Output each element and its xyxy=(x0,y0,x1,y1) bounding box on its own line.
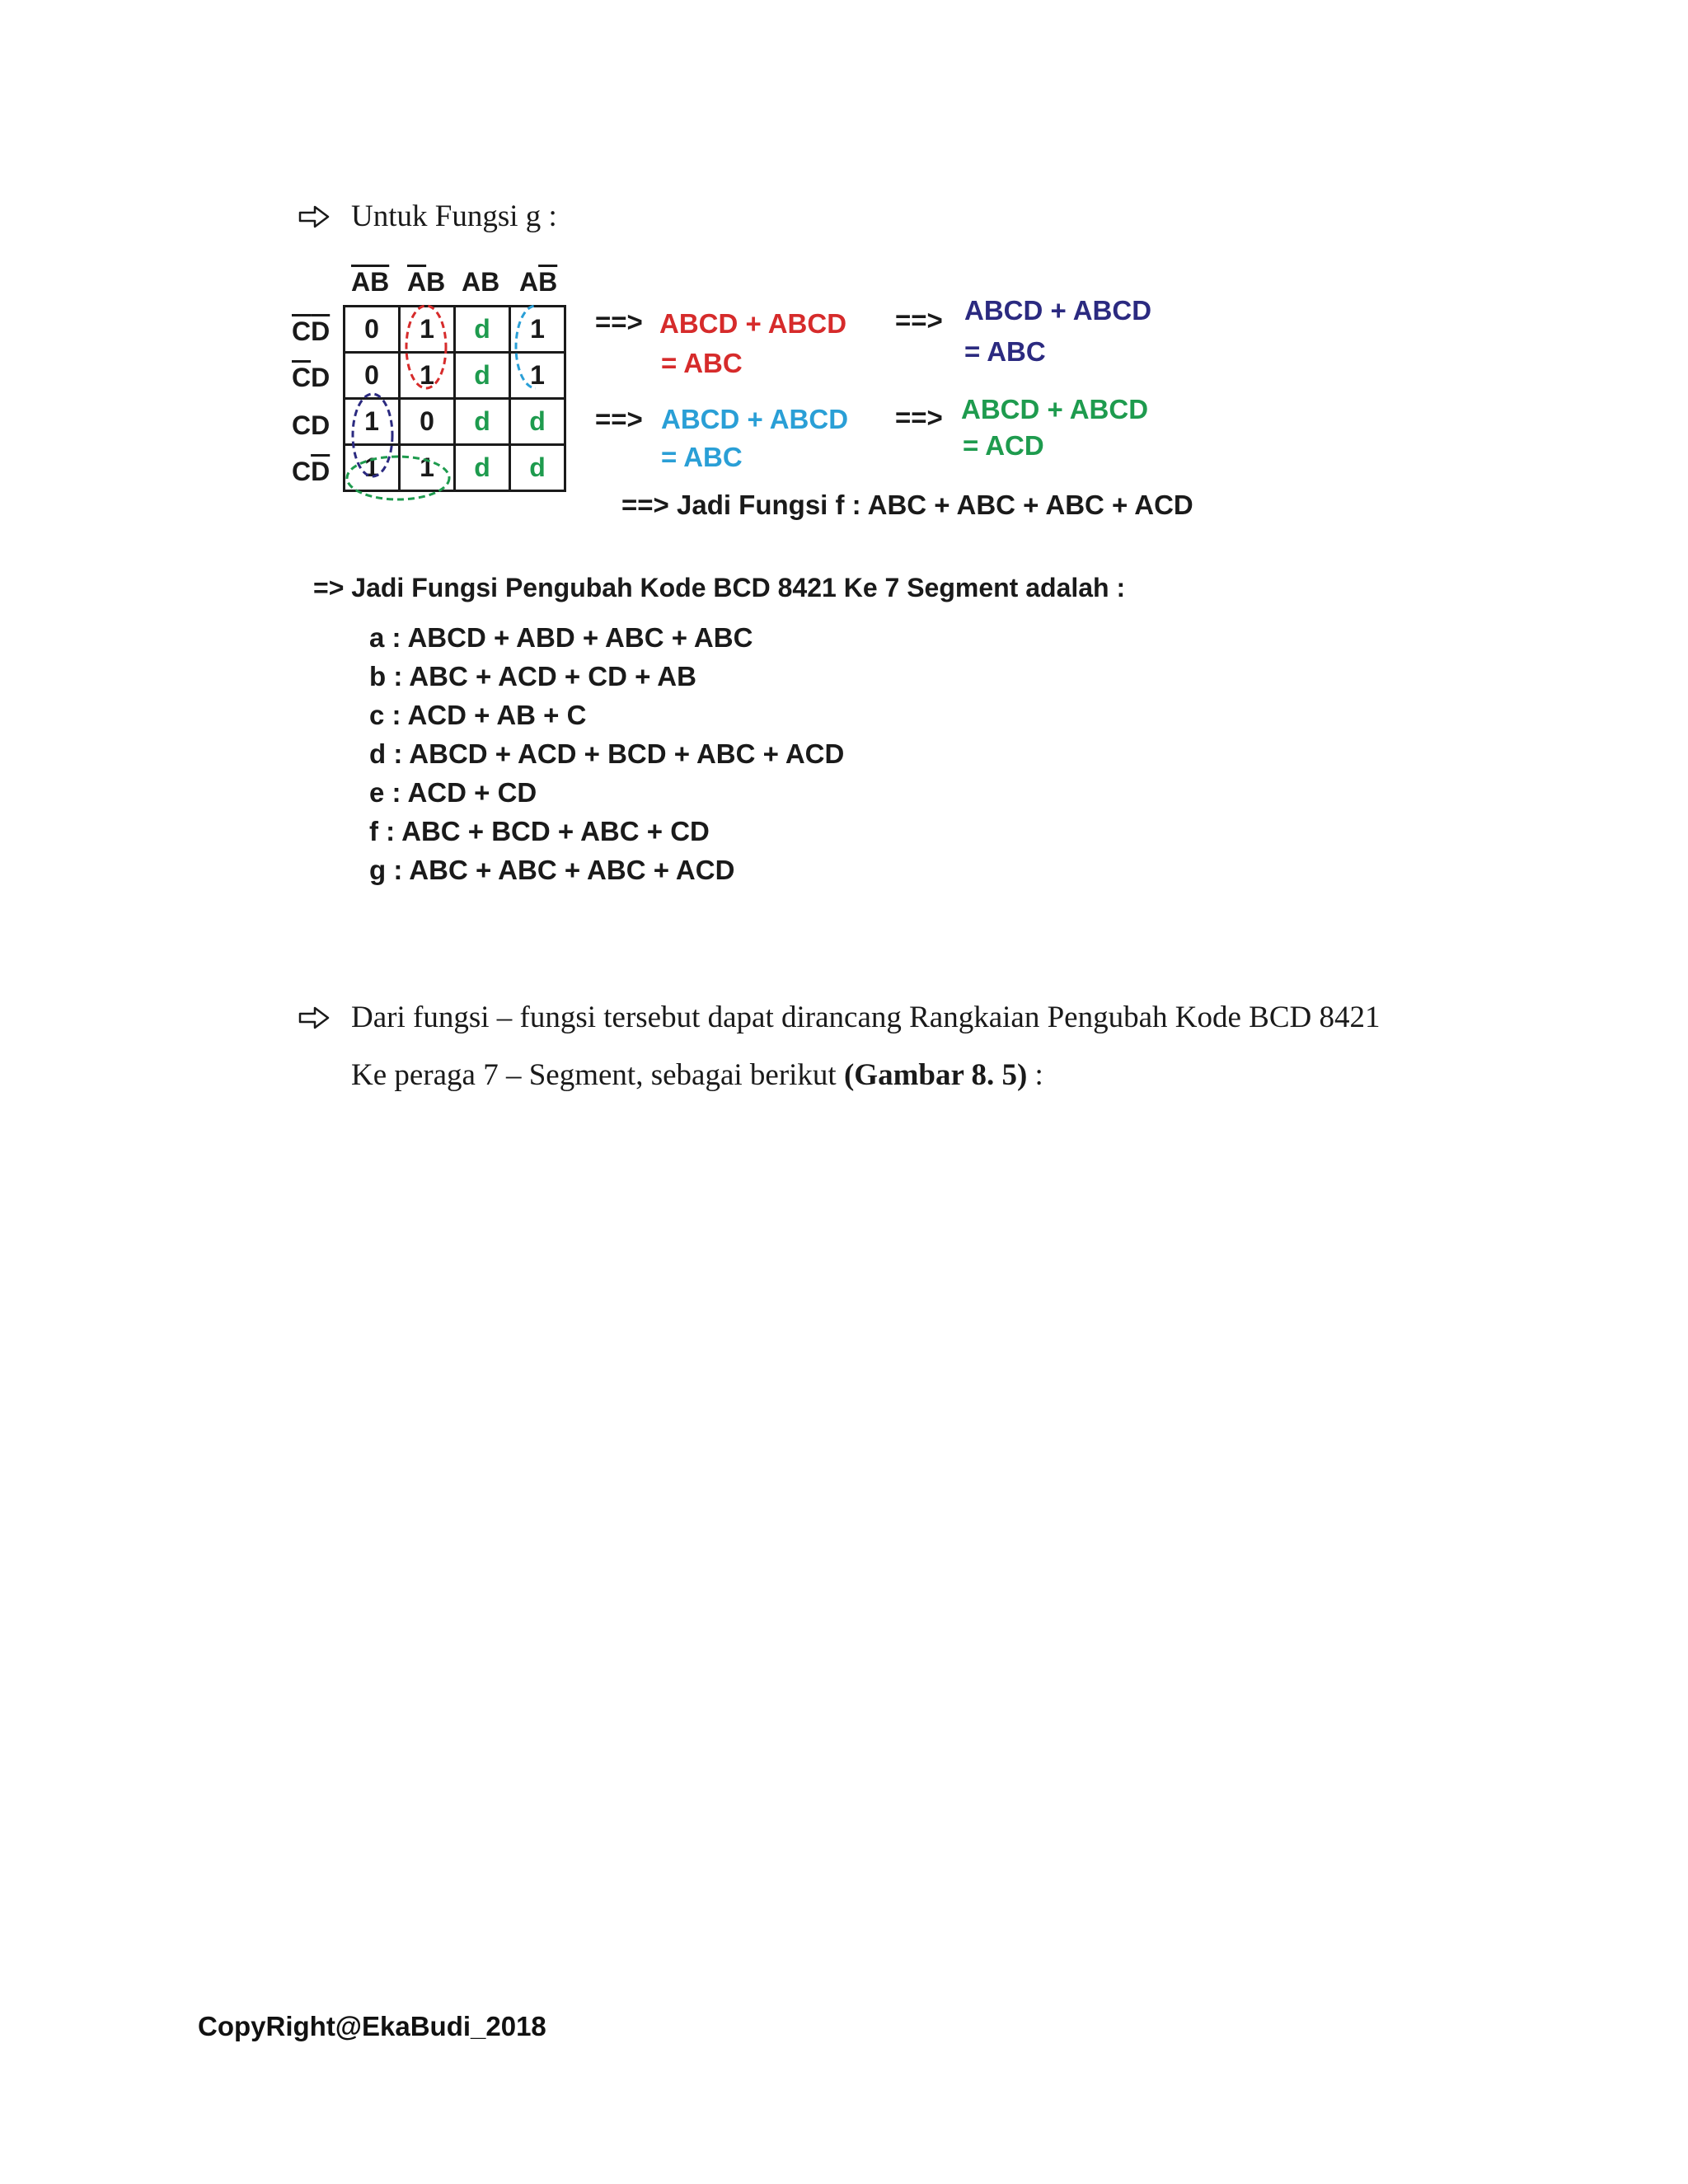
eq1-line2: = ABC xyxy=(661,348,743,378)
kmap-cell: 1 xyxy=(400,353,455,399)
row-header-4: $C\overline{D}$ xyxy=(292,457,331,486)
hollow-arrow-icon xyxy=(298,1005,331,1030)
copyright-footer: CopyRight@EkaBudi_2018 xyxy=(198,2011,546,2041)
paragraph-line-1: Dari fungsi – fungsi tersebut dapat dirancang Rangkaian Pengubah Kode BCD 8421 xyxy=(351,1001,1381,1034)
summary-title: => Jadi Fungsi Pengubah Kode BCD 8421 Ke 7 Segment adalah : xyxy=(313,573,1126,602)
arrow-4: ==> xyxy=(895,402,943,433)
eq4-line1: ABCD + ABCD xyxy=(961,394,1149,424)
kmap-cell: d xyxy=(455,445,510,491)
paragraph-line-2: Ke peraga 7 – Segment, sebagai berikut (Gambar 8. 5) : xyxy=(351,1058,1043,1092)
kmap-cell: 1 xyxy=(510,353,565,399)
function-g: g : ABC + ABC + ABC + ACD xyxy=(369,855,735,885)
function-e: e : ACD + CD xyxy=(369,777,537,808)
arrow-3: ==> xyxy=(595,404,643,434)
eq3-line2: = ABC xyxy=(661,442,743,472)
navy-group-loop xyxy=(353,394,392,476)
row-header-3: CD xyxy=(292,410,331,440)
kmap-cell: d xyxy=(455,399,510,445)
bullet-untuk-fungsi-g xyxy=(298,188,557,246)
result-line xyxy=(621,490,1193,521)
kmap-cell: 0 xyxy=(345,353,400,399)
kmap-cell: 1 xyxy=(345,445,400,491)
kmap-cell: 1 xyxy=(400,445,455,491)
kmap-cell: d xyxy=(455,353,510,399)
kmap-cell: d xyxy=(510,399,565,445)
row-header-2: $\overline{C}D$ xyxy=(292,363,331,392)
kmap-cell: d xyxy=(510,445,565,491)
bullet-dari-fungsi xyxy=(298,989,1380,1104)
eq1-line1: ABCD + ABCD xyxy=(659,308,847,339)
summary-block xyxy=(313,573,1125,889)
function-d: d : ABCD + ACD + BCD + ABC + ACD xyxy=(369,738,845,769)
section-heading: Untuk Fungsi g : xyxy=(351,199,557,233)
function-f: f : ABC + BCD + ABC + CD xyxy=(369,816,710,846)
arrow-2: ==> xyxy=(895,305,943,335)
eq2-line1: ABCD + ABCD xyxy=(964,295,1152,326)
col-header-4: $A\overline{B}$ xyxy=(519,267,558,297)
green-group-loop xyxy=(347,457,449,499)
result-prefix: ==> Jadi Fungsi f : xyxy=(621,490,861,520)
col-header-1: $\overline{AB}$ xyxy=(351,267,390,297)
col-header-2: $\overline{A}B$ xyxy=(407,267,446,297)
eq3-line1: ABCD + ABCD xyxy=(661,404,849,434)
kmap-cell: d xyxy=(455,307,510,353)
result-expression: ABC + ABC + ABC + ACD xyxy=(867,490,1193,520)
arrow-1: ==> xyxy=(595,307,643,337)
function-c: c : ACD + AB + C xyxy=(369,700,587,730)
function-b: b : ABC + ACD + CD + AB xyxy=(369,661,696,691)
paragraph xyxy=(351,989,1380,1104)
kmap-cell: 1 xyxy=(345,399,400,445)
kmap-figure xyxy=(288,262,1220,534)
figure-reference: (Gambar 8. 5) xyxy=(843,1058,1028,1092)
kmap-cell: 1 xyxy=(510,307,565,353)
kmap-cell: 1 xyxy=(400,307,455,353)
kmap-cell: 0 xyxy=(400,399,455,445)
blue-group-loop xyxy=(516,306,536,388)
red-group-loop xyxy=(406,306,446,388)
kmap-group-loops xyxy=(288,262,536,534)
col-header-3: AB xyxy=(462,267,500,297)
row-header-1: $\overline{C}\overline{D}$ xyxy=(292,316,331,346)
eq4-line2: = ACD xyxy=(963,430,1044,461)
kmap-cell: 0 xyxy=(345,307,400,353)
function-a: a : ABCD + ABD + ABC + ABC xyxy=(369,622,753,653)
eq2-line2: = ABC xyxy=(964,336,1046,367)
hollow-arrow-icon xyxy=(298,204,331,229)
